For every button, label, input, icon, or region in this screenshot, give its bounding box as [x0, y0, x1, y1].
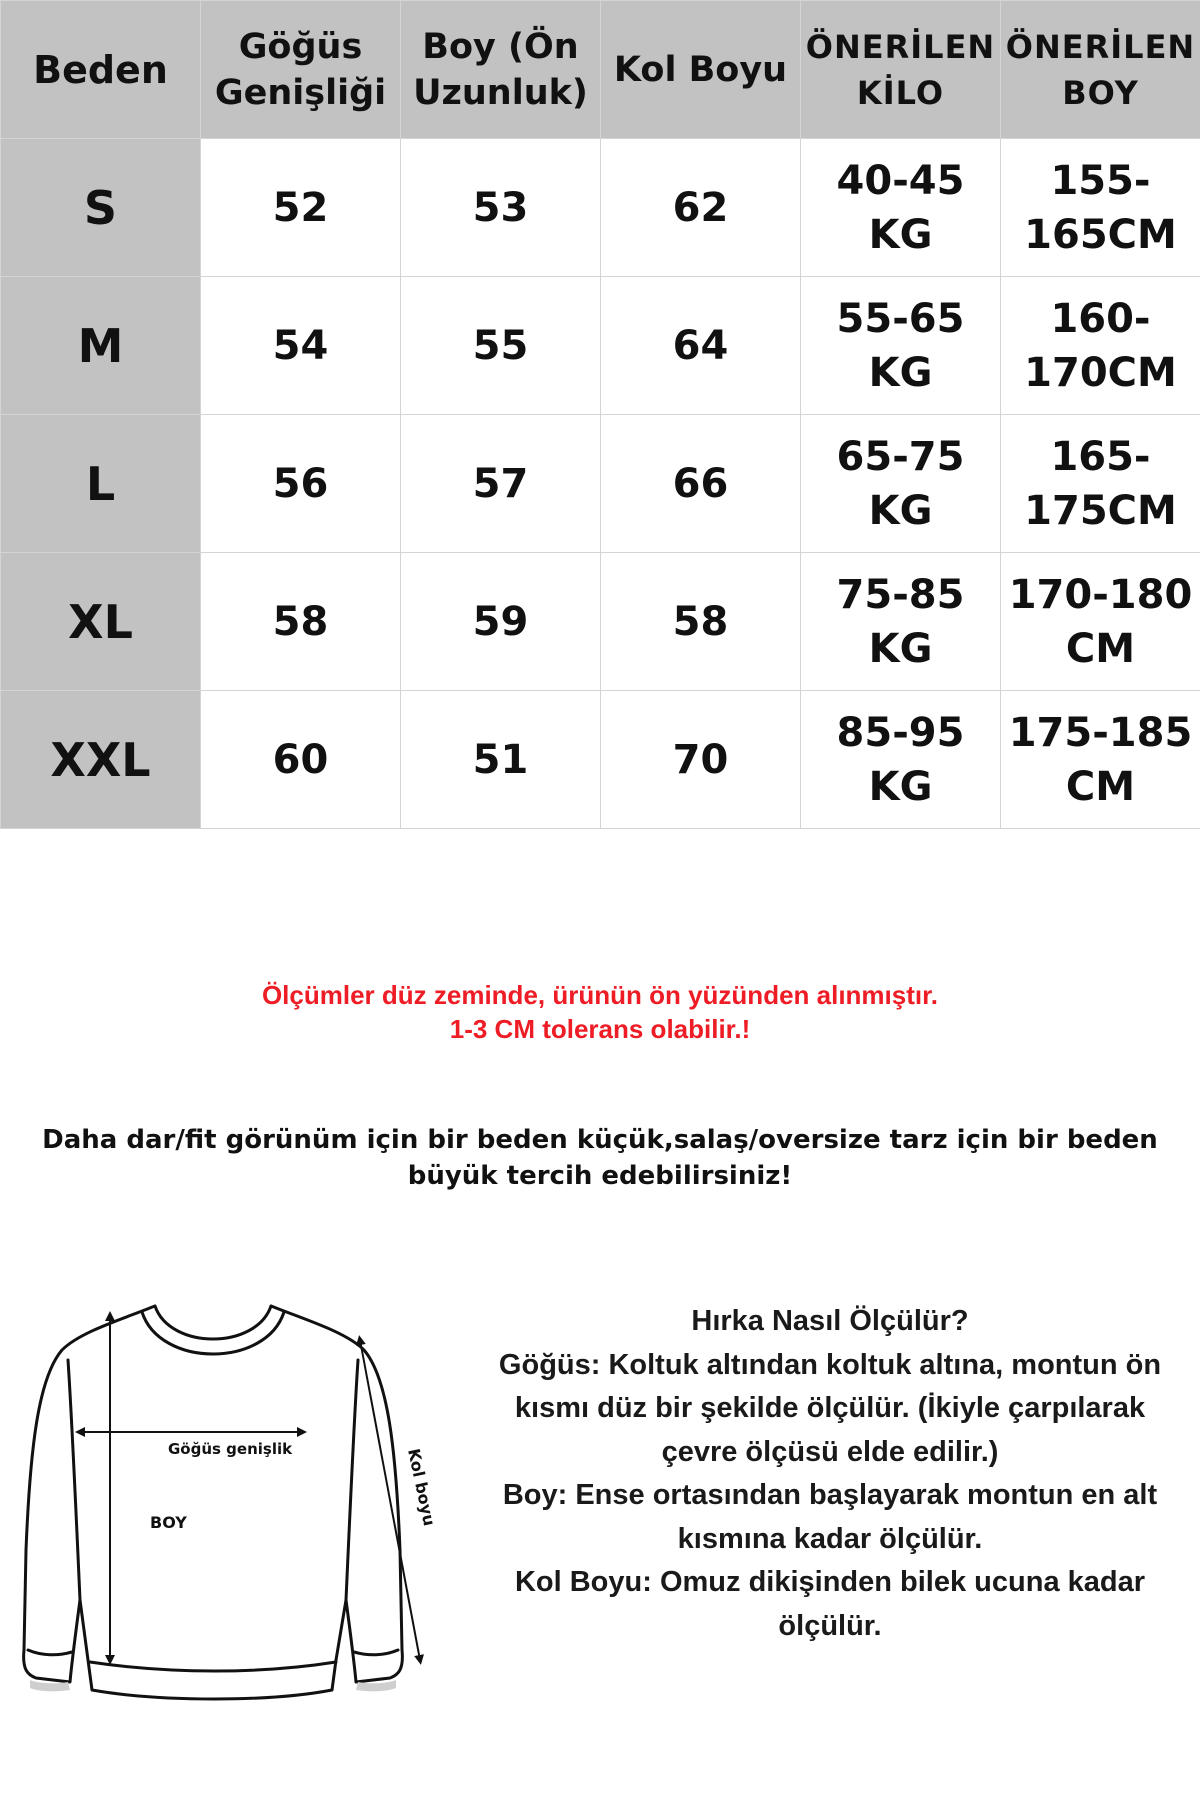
kilo-line: 55-65 — [836, 295, 965, 342]
boy-line: 160- — [1050, 295, 1151, 342]
chest-cell: 56 — [201, 415, 401, 553]
header-kol-boyu — [601, 1, 801, 139]
boy-line: 170CM — [1024, 349, 1177, 396]
boy-cell — [1001, 139, 1200, 277]
table-row — [1, 139, 1200, 277]
chest-width-label: Göğüs genişlik — [168, 1440, 293, 1458]
size-cell: XXL — [1, 691, 201, 829]
length-cell: 53 — [401, 139, 601, 277]
header-line: Kol Boyu — [613, 49, 788, 90]
boy-line: 175-185 — [1008, 709, 1193, 756]
boy-cell — [1001, 553, 1200, 691]
size-cell: XL — [1, 553, 201, 691]
measurement-note — [0, 978, 1200, 1046]
sleeve-cell: 58 — [601, 553, 801, 691]
boy-line: 165CM — [1024, 211, 1177, 258]
guide-line: kısmına kadar ölçülür. — [677, 1522, 983, 1555]
kilo-line: KG — [868, 625, 933, 672]
size-cell: S — [1, 139, 201, 277]
guide-line: Boy: Ense ortasından başlayarak montun en alt — [502, 1479, 1158, 1511]
kilo-line: KG — [868, 487, 933, 534]
chest-cell: 58 — [201, 553, 401, 691]
chest-cell: 54 — [201, 277, 401, 415]
length-label: BOY — [150, 1513, 187, 1532]
table-row — [1, 415, 1200, 553]
header-beden — [1, 1, 201, 139]
kilo-cell — [801, 553, 1001, 691]
sweatshirt-icon — [10, 1290, 450, 1710]
kilo-cell — [801, 415, 1001, 553]
header-line: Boy (Ön — [422, 26, 579, 67]
boy-line: 165- — [1050, 433, 1151, 480]
header-onerilen-boy — [1001, 1, 1200, 139]
length-cell: 59 — [401, 553, 601, 691]
header-line: Göğüs — [238, 26, 363, 67]
boy-line: CM — [1065, 763, 1136, 810]
tolerance-note-line: 1-3 CM tolerans olabilir.! — [449, 1014, 751, 1044]
length-cell: 51 — [401, 691, 601, 829]
sleeve-length-label: Kol boyu — [404, 1446, 439, 1528]
sleeve-cell: 62 — [601, 139, 801, 277]
sleeve-cell: 66 — [601, 415, 801, 553]
table-header-row — [1, 1, 1200, 139]
guide-line: ölçülür. — [778, 1609, 882, 1642]
size-chart-table — [0, 0, 1200, 829]
kilo-line: KG — [868, 211, 933, 258]
boy-cell — [1001, 415, 1200, 553]
boy-line: 155- — [1050, 157, 1151, 204]
header-line: ÖNERİLEN — [805, 27, 996, 66]
sleeve-cell: 70 — [601, 691, 801, 829]
header-line: Genişliği — [214, 72, 387, 113]
kilo-line: 40-45 — [836, 157, 965, 204]
fit-advice-text: Daha dar/fit görünüm için bir beden küçük,salaş/oversize tarz için bir beden büyük tercih edebilirsiniz! — [42, 1125, 1158, 1191]
chest-cell: 52 — [201, 139, 401, 277]
kilo-line: 75-85 — [836, 571, 965, 618]
sleeve-cell: 64 — [601, 277, 801, 415]
header-gogus — [201, 1, 401, 139]
chest-cell: 60 — [201, 691, 401, 829]
length-cell: 57 — [401, 415, 601, 553]
boy-line: 170-180 — [1008, 571, 1193, 618]
kilo-line: KG — [868, 763, 933, 810]
measurement-guide — [470, 1300, 1190, 1648]
kilo-line: 85-95 — [836, 709, 965, 756]
boy-cell — [1001, 691, 1200, 829]
measurement-note-line: Ölçümler düz zeminde, ürünün ön yüzünden alınmıştır. — [261, 980, 939, 1010]
guide-title: Hırka Nasıl Ölçülür? — [691, 1305, 969, 1337]
header-line: KİLO — [856, 73, 945, 112]
guide-line: çevre ölçüsü elde edilir.) — [661, 1435, 999, 1468]
kilo-cell — [801, 277, 1001, 415]
guide-line: kısmı düz bir şekilde ölçülür. (İkiyle çarpılarak — [514, 1392, 1146, 1424]
header-line: BOY — [1062, 73, 1139, 112]
kilo-line: KG — [868, 349, 933, 396]
boy-line: 175CM — [1024, 487, 1177, 534]
boy-line: CM — [1065, 625, 1136, 672]
guide-line: Göğüs: Koltuk altından koltuk altına, montun ön — [498, 1348, 1162, 1381]
table-row — [1, 277, 1200, 415]
size-cell: M — [1, 277, 201, 415]
table-row — [1, 691, 1200, 829]
guide-line: Kol Boyu: Omuz dikişinden bilek ucuna kadar — [514, 1566, 1146, 1598]
header-line: ÖNERİLEN — [1005, 27, 1196, 66]
table-row — [1, 553, 1200, 691]
header-boy-on — [401, 1, 601, 139]
kilo-cell — [801, 139, 1001, 277]
header-line: Uzunluk) — [413, 72, 588, 113]
length-cell: 55 — [401, 277, 601, 415]
size-cell: L — [1, 415, 201, 553]
kilo-line: 65-75 — [836, 433, 965, 480]
header-line: Beden — [33, 47, 168, 92]
boy-cell — [1001, 277, 1200, 415]
kilo-cell — [801, 691, 1001, 829]
header-onerilen-kilo — [801, 1, 1001, 139]
